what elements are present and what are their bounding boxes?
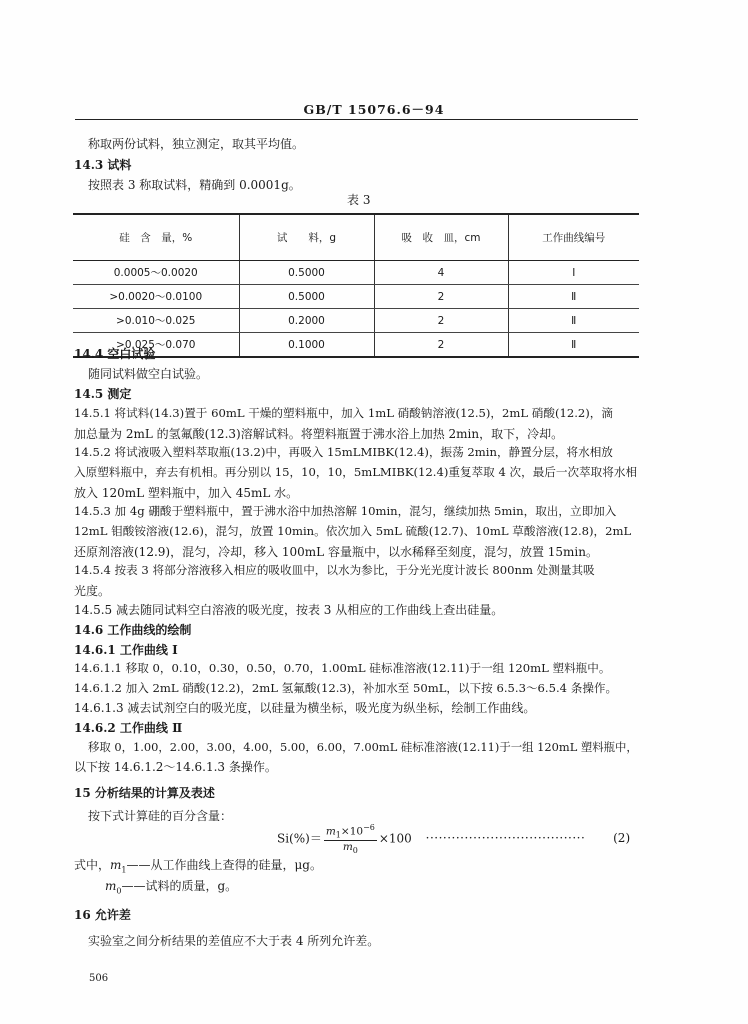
table-cell: Ⅱ [571,338,577,351]
text-line: 按照表 3 称取试料，精确到 0.0001g。 [88,178,301,192]
formula-fraction [324,823,377,855]
paragraph-14-5-2-cont: 入原塑料瓶中，弃去有机相。再分别以 15，10，10，5mLMIBK(12.4)重复萃取 4 次，最后一次萃取将水相 [74,465,638,479]
header-rule [75,119,638,120]
section-14-6: 14.6 工作曲线的绘制 [74,623,192,637]
formula-denominator: $m_0$ [342,840,358,855]
paragraph-14-5-5: 14.5.5 减去随同试料空白溶液的吸光度，按表 3 从相应的工作曲线上查出硅量。 [74,603,504,617]
formula-lhs: Si(%)＝ [277,831,322,846]
table-3 [73,213,639,361]
table-header-cell: 硅 含 量，% [73,214,239,261]
table-row [73,285,639,309]
paragraph-14-5-4-cont: 光度。 [74,584,111,598]
text-line: 实验室之间分析结果的差值应不大于表 4 所列允许差。 [88,934,380,948]
table-header-cell: 吸 收 皿，cm [374,214,508,261]
formula-rhs: ×100 [378,831,412,846]
paragraph-14-6-2: 移取 0，1.00，2.00，3.00，4.00，5.00，6.00，7.00mL 硅标准溶液(12.11)于一组 120mL 塑料瓶中， [88,740,638,754]
paragraph-14-6-1-1: 14.6.1.1 移取 0，0.10，0.30，0.50，0.70，1.00mL 硅标准溶液(12.11)于一组 120mL 塑料瓶中。 [74,661,611,675]
table-caption: 表 3 [347,193,371,207]
table-row [73,333,639,358]
table-cell: Ⅱ [508,285,639,309]
table-row [73,309,639,333]
page-number: 506 [89,973,109,984]
paragraph-14-5-2: 14.5.2 将试液吸入塑料萃取瓶(13.2)中，再吸入 15mLMIBK(12.4)，振荡 2min，静置分层，将水相放 [74,445,613,459]
text-line: 称取两份试料，独立测定，取其平均值。 [88,137,305,151]
paragraph-14-5-3-cont: 还原剂溶液(12.9)，混匀，冷却，移入 100mL 容量瓶中，以水稀释至刻度，混匀，放置 15min。 [74,545,598,559]
paragraph-14-6-1-2: 14.6.1.2 加入 2mL 硝酸(12.2)，2mL 氢氟酸(12.3)，补加水至 50mL，以下按 6.5.3～6.5.4 条操作。 [74,681,618,695]
paragraph-14-5-3-cont: 12mL 钼酸铵溶液(12.6)，混匀，放置 10min。依次加入 5mL 硫酸(12.7)、10mL 草酸溶液(12.8)，2mL [74,524,632,538]
table-cell: 4 [374,261,508,285]
page-header: GB/T 15076.6－94 [303,102,445,117]
paragraph-14-5-1-cont: 加总量为 2mL 的氢氟酸(12.3)溶解试料。将塑料瓶置于沸水浴上加热 2min，取下，冷却。 [74,427,564,441]
table-cell: 0.1000 [239,333,374,358]
table-cell: >0.0020～0.0100 [73,285,239,309]
section-14-6-1: 14.6.1 工作曲线 I [74,643,178,657]
paragraph-14-6-1-3: 14.6.1.3 减去试剂空白的吸光度，以硅量为横坐标，吸光度为纵坐标，绘制工作曲线。 [74,701,536,715]
table-cell: 2 [374,285,508,309]
section-15: 15 分析结果的计算及表述 [74,786,215,800]
formula-2 [277,823,630,855]
table-header-cell: 工作曲线编号 [508,214,639,261]
table-row [73,261,639,285]
table-header-row [73,214,639,261]
table-cell: 2 [374,309,508,333]
section-14-6-2: 14.6.2 工作曲线 Ⅱ [74,721,183,735]
table-cell: 2 [374,333,508,358]
table-cell: 0.5000 [239,285,374,309]
table-cell: Ⅰ [508,261,639,285]
paragraph-14-6-2-cont: 以下按 14.6.1.2～14.6.1.3 条操作。 [74,760,277,774]
equation-number: (2) [613,831,631,846]
formula-leader-dots: ····································· [425,831,586,846]
table-cell: 0.0005～0.0020 [73,261,239,285]
table-cell: Ⅱ [508,309,639,333]
table-cell: >0.025～0.070 [73,333,239,358]
section-14-3: 14.3 试料 [74,158,132,172]
section-14-5: 14.5 测定 [74,387,132,401]
table-cell: 0.2000 [239,309,374,333]
section-16: 16 允许差 [74,908,131,922]
variable-definition-m1: 式中，$m_1——$从工作曲线上查得的硅量，μg。 [74,858,322,875]
paragraph-14-5-4: 14.5.4 按表 3 将部分溶液移入相应的吸收皿中，以水为参比，于分光光度计波长 800nm 处测量其吸 [74,563,595,577]
formula-numerator: $m_1\times 10^{-6}$ [325,823,375,840]
text-line: 按下式计算硅的百分含量： [88,809,233,823]
text-line: 随同试料做空白试验。 [88,367,209,381]
section-14-4: 14.4 空白试验 [74,347,156,361]
paragraph-14-5-3: 14.5.3 加 4g 硼酸于塑料瓶中，置于沸水浴中加热溶解 10min，混匀，继续加热 5min，取出，立即加入 [74,504,617,518]
paragraph-14-5-2-cont: 放入 120mL 塑料瓶中，加入 45mL 水。 [74,486,299,500]
table-cell: >0.010～0.025 [73,309,239,333]
paragraph-14-5-1: 14.5.1 将试料(14.3)置于 60mL 干燥的塑料瓶中，加入 1mL 硝酸钠溶液(12.5)，2mL 硝酸(12.2)，滴 [74,406,613,420]
variable-definition-m0: $m_0——$试料的质量，g。 [105,879,238,896]
table-header-cell: 试 料，g [239,214,374,261]
table-cell: 0.5000 [239,261,374,285]
